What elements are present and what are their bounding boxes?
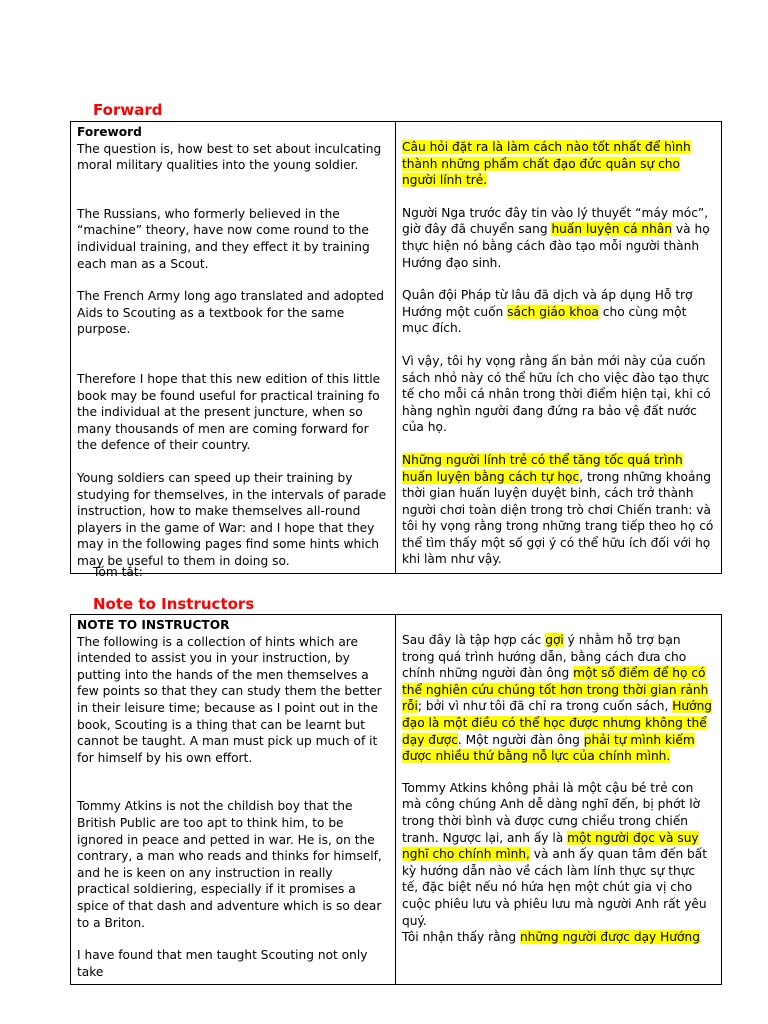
foreword-vi-para [402, 139, 715, 189]
foreword-vi-para [402, 353, 715, 436]
instructors-vietnamese-cell [396, 615, 722, 985]
instructors-en-para: Tommy Atkins is not the childish boy that the British Public are too apt to think him, to be ignored in peace and petted in war. He is, on the contrary, a man who reads and thinks for himself, and he is keen on any instruction in really practical soldiering, especially if it promises a spice of that dash and adventure which is so dear to a Briton. [77, 799, 382, 930]
text-segment: . Một người đàn ông [457, 732, 584, 747]
foreword-title: Foreword [77, 125, 142, 139]
text-segment: Tôi nhận thấy rằng [402, 930, 520, 945]
foreword-en-para: The Russians, who formerly believed in the “machine” theory, have now come round to the individual training, and they effect it by training each man as a Scout. [77, 206, 370, 271]
foreword-en-para: Therefore I hope that this new edition of this little book may be found useful for practical training fo the individual at the present juncture, when so many thousands of men are coming forward for the defence of their country. [77, 371, 381, 453]
highlighted-text: sách giáo khoa [507, 304, 599, 319]
highlighted-text: những người được dạy Hướng [519, 930, 700, 945]
text-segment: và họ thực hiện nó bằng cách đào tạo mỗi người thành Hướng đạo sinh. [402, 222, 710, 270]
instructors-vi-para [402, 929, 715, 946]
text-segment: ; bởi vì như tôi đã chỉ ra trong cuốn sách, [417, 699, 673, 714]
instructors-table [70, 614, 722, 985]
foreword-vi-para [402, 452, 715, 568]
instructors-title: NOTE TO INSTRUCTOR [77, 618, 230, 632]
foreword-en-para: The question is, how best to set about inculcating moral military qualities into the young soldier. [77, 141, 382, 173]
highlighted-text: một người đọc và suy nghĩ cho chính mình, [402, 830, 699, 862]
foreword-vi-para [402, 287, 715, 337]
instructors-english-cell [71, 615, 396, 985]
highlighted-text: Hướng đạo là một điều có thể học được nhưng không thể dạy được [402, 699, 713, 747]
foreword-vietnamese-cell [396, 122, 722, 574]
text-segment: cho cùng một mục đích. [402, 304, 687, 336]
instructors-vi-para [402, 632, 715, 765]
foreword-en-para: Young soldiers can speed up their training by studying for themselves, in the intervals of parade instruction, how to make themselves all-round players in the game of War: and I hope that they may in the following pages find some hints which may be useful to them in doing so. [77, 470, 387, 568]
highlighted-text: Những người lính trẻ có thể tăng tốc quá trình huấn luyện bằng cách tự học [402, 452, 683, 484]
highlighted-text: Câu hỏi đặt ra là làm cách nào tốt nhất để hình thành những phẩm chất đạo đức quân sự cho người lính trẻ. [402, 140, 691, 188]
highlighted-text: huấn luyện cá nhân [551, 222, 673, 237]
foreword-table [70, 121, 722, 574]
text-segment: Vì vậy, tôi hy vọng rằng ấn bản mới này của cuốn sách nhỏ này có thể hữu ích cho việc đào tạo thực tế cho mỗi cá nhân trong thời điểm hiện tại, khi có hàng nghìn người đang đứng ra bảo vệ đất nước của họ. [402, 353, 711, 435]
text-segment: , trong những khoảng thời gian huấn luyện duyệt binh, cách trở thành người chơi toàn diện trong trò chơi Chiến tranh: và tôi hy vọng rằng trong những trang tiếp theo họ có thể tìm thấy một số gợi ý có thể hữu ích đối với họ khi làm như vậy. [402, 469, 714, 567]
instructors-en-para: The following is a collection of hints which are intended to assist you in your instruction, by putting into the hands of the men themselves a few points so that they can study them the better in their leisure time; because as I point out in the book, Scouting is a thing that can be learnt but cannot be taught. A man must pick up much of it for himself by his own effort. [77, 634, 382, 765]
instructors-en-para: I have found that men taught Scouting not only take [77, 948, 368, 979]
foreword-en-para: The French Army long ago translated and adopted Aids to Scouting as a textbook for the same purpose. [77, 289, 385, 337]
text-segment: Tommy Atkins không phải là một cậu bé trẻ con mà công chúng Anh dễ dàng nghĩ đến, bị phớt lờ trong thời bình và được cưng chiều trong chiến tranh. Ngược lại, anh ấy là [402, 780, 701, 845]
text-segment: và anh ấy quan tâm đến bất kỳ hướng dẫn nào về cách làm lính thực sự thực tế, đặc biệt nếu nó hứa hẹn một chút gia vị cho cuộc phiêu lưu và phiêu lưu mà người Anh rất yêu quý. [402, 847, 708, 928]
text-segment: ý nhằm hỗ trợ bạn trong quá trình hướng dẫn, bằng cách đưa cho chính những người đàn ông [402, 633, 687, 681]
section-heading-forward: Forward [93, 101, 163, 119]
section-heading-note-to-instructors: Note to Instructors [93, 595, 255, 613]
highlighted-text: phải tự mình kiếm được nhiều thứ bằng nỗ lực của chính mình. [402, 732, 695, 764]
text-segment: Quân đội Pháp từ lâu đã dịch và áp dụng Hỗ trợ Hướng một cuốn [402, 288, 693, 319]
foreword-english-cell [71, 122, 396, 574]
summary-label: Tóm tắt: [93, 565, 143, 579]
highlighted-text: một số điểm để họ có thể nghiên cứu chúng tốt hơn trong thời gian rảnh rỗi [402, 666, 709, 714]
instructors-vi-para [402, 780, 715, 929]
text-segment: Người Nga trước đây tin vào lý thuyết “máy móc”, giờ đây đã chuyển sang [402, 205, 709, 237]
foreword-vi-para [402, 205, 715, 271]
text-segment: Sau đây là tập hợp các [402, 633, 546, 647]
highlighted-text: gợi [545, 633, 564, 647]
